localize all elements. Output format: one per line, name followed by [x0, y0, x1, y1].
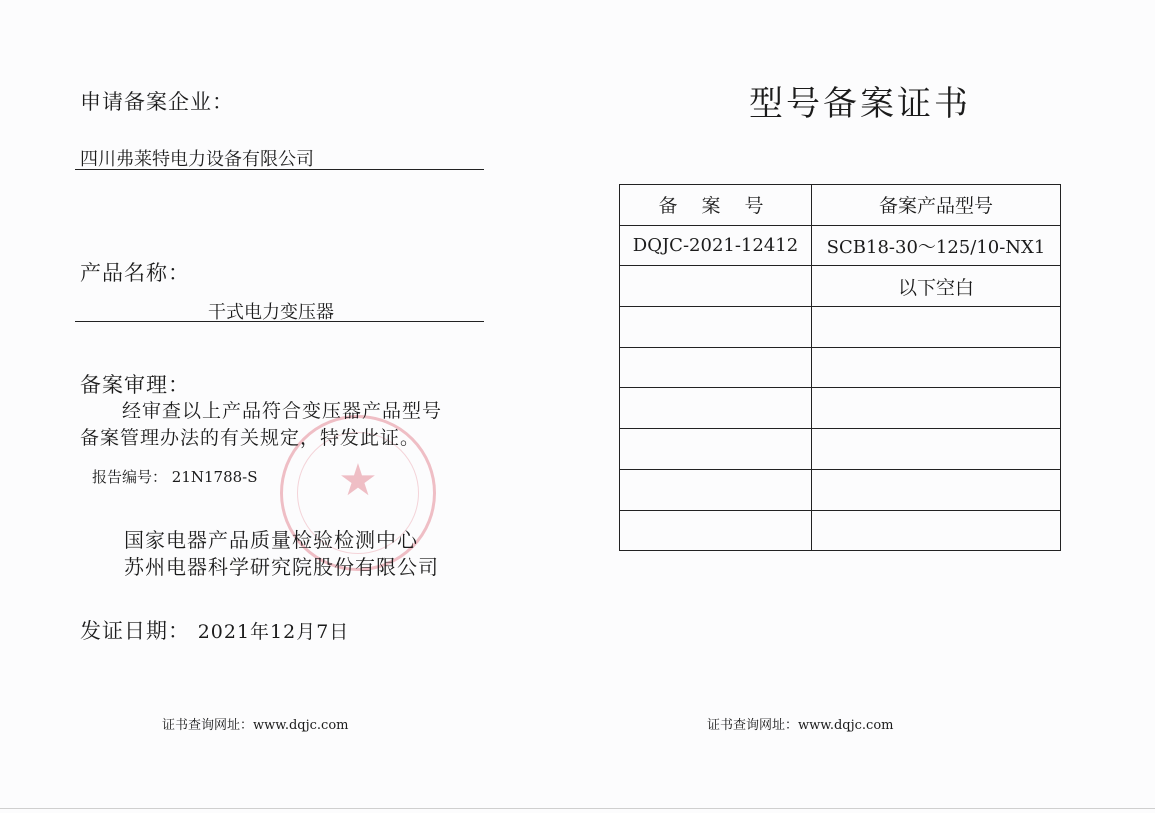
table-cell — [812, 307, 1061, 348]
table-row — [620, 266, 1061, 307]
table-row — [620, 225, 1061, 266]
issue-date — [80, 615, 349, 645]
product-value: 干式电力变压器 — [208, 302, 334, 323]
issuer-line1: 国家电器产品质量检验检测中心 — [124, 528, 418, 552]
certificate-title: 型号备案证书 — [749, 84, 971, 124]
review-text-line2: 备案管理办法的有关规定，特发此证。 — [80, 427, 421, 449]
product-underline — [75, 321, 484, 322]
table-cell: SCB18-30～125/10-NX1 — [812, 225, 1061, 266]
table-cell — [620, 510, 812, 551]
right-query-url: 证书查询网址：www.dqjc.com — [707, 718, 894, 733]
seal-star-icon: ★ — [338, 455, 378, 506]
table-cell — [812, 510, 1061, 551]
header-product-model: 备案产品型号 — [812, 185, 1061, 226]
page-bottom-edge — [0, 808, 1155, 809]
report-number — [92, 466, 258, 487]
applicant-underline — [75, 169, 484, 170]
table-row — [620, 388, 1061, 429]
table-cell — [620, 469, 812, 510]
table-cell — [620, 388, 812, 429]
table-cell — [620, 429, 812, 470]
applicant-value: 四川弗莱特电力设备有限公司 — [80, 149, 314, 170]
issue-date-label: 发证日期： — [80, 619, 190, 643]
table-cell: 以下空白 — [812, 266, 1061, 307]
review-label: 备案审理： — [80, 373, 190, 397]
table-row — [620, 429, 1061, 470]
review-text-line1: 经审查以上产品符合变压器产品型号 — [122, 400, 443, 422]
table-row — [620, 469, 1061, 510]
table-row — [620, 307, 1061, 348]
table-header-row — [620, 185, 1061, 226]
table-row — [620, 510, 1061, 551]
applicant-label: 申请备案企业： — [80, 90, 234, 114]
left-query-url: 证书查询网址：www.dqjc.com — [162, 718, 349, 733]
report-number-value: 21N1788-S — [171, 468, 258, 486]
table-cell — [620, 307, 812, 348]
issuer-line2: 苏州电器科学研究院股份有限公司 — [124, 555, 439, 579]
issue-date-value: 2021年12月7日 — [197, 621, 350, 643]
table-cell — [812, 388, 1061, 429]
table-cell — [620, 347, 812, 388]
table-cell: DQJC-2021-12412 — [620, 225, 812, 266]
table-cell — [620, 266, 812, 307]
table-row — [620, 347, 1061, 388]
table-cell — [812, 347, 1061, 388]
report-number-label: 报告编号： — [92, 468, 168, 486]
table-cell — [812, 429, 1061, 470]
table-cell — [812, 469, 1061, 510]
header-registration-no: 备 案 号 — [620, 185, 812, 226]
product-label: 产品名称： — [80, 261, 190, 285]
registration-table — [619, 184, 1061, 551]
